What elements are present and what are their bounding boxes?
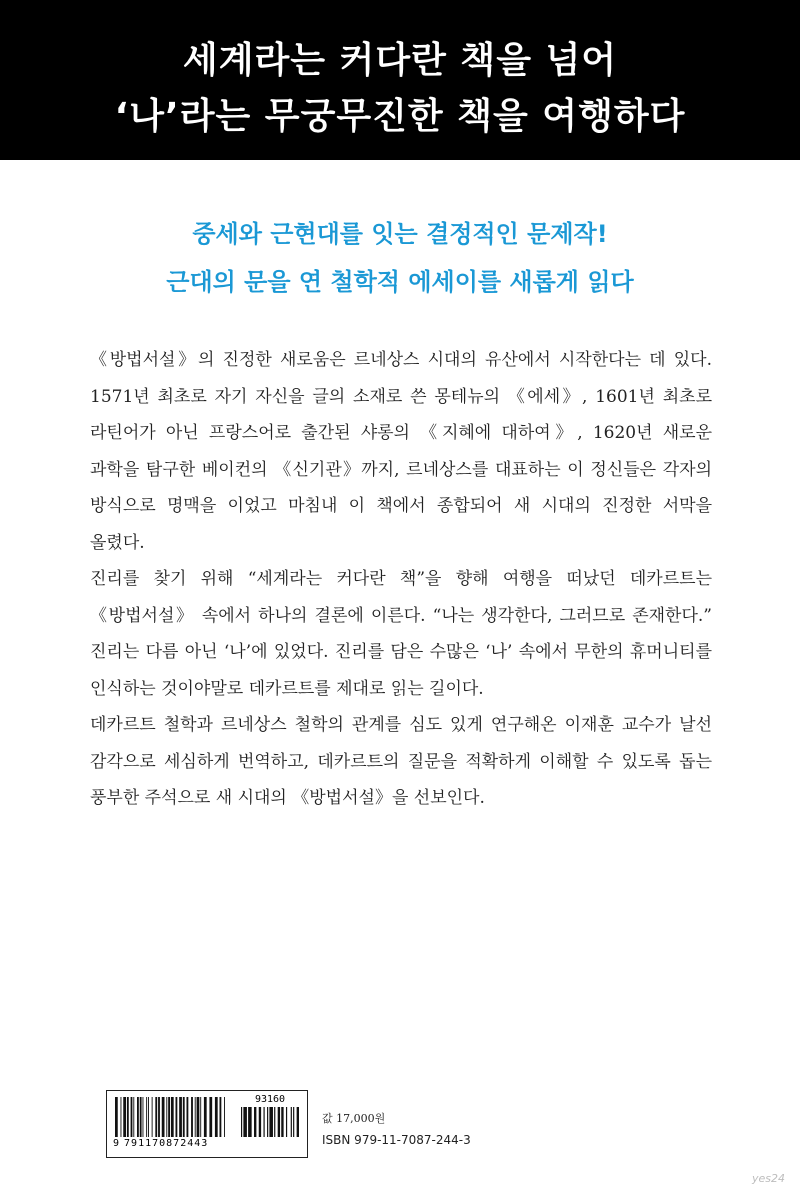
banner-line-1: 세계라는 커다란 책을 넘어	[182, 40, 618, 81]
barcode-bar	[121, 1097, 122, 1137]
barcode-bar	[291, 1107, 292, 1137]
barcode-bar	[297, 1107, 299, 1137]
barcode-bar	[286, 1107, 287, 1137]
barcode-bar	[131, 1097, 133, 1137]
barcode-bar	[123, 1097, 126, 1137]
barcode-bar	[171, 1097, 174, 1137]
barcode-bar	[187, 1097, 189, 1137]
barcode-bar	[137, 1097, 139, 1137]
barcode-bar	[176, 1097, 178, 1137]
body-paragraph-1: 《방법서설》의 진정한 새로움은 르네상스 시대의 유산에서 시작한다는 데 있다. 1571년 최초로 자기 자신을 글의 소재로 쓴 몽테뉴의 《에세》, 1601년 최초로 라틴어가 아닌 프랑스어로 출간된 샤롱의 《지혜에 대하여》, 1620년 새로운 과학을 탐구한 베이컨의 《신기관》까지, 르네상스를 대표하는 이 정신들은 각자의 방식으로 명맥을 이었고 마침내 이 책에서 종합되어 새 시대의 진정한 서막을 올렸다.	[90, 350, 712, 553]
watermark-logo: yes24	[752, 1172, 786, 1185]
barcode-addon-number: 93160	[254, 1094, 286, 1105]
barcode-bar	[115, 1097, 118, 1137]
body-paragraph-2: 진리를 찾기 위해 “세계라는 커다란 책”을 향해 여행을 떠났던 데카르트는 《방법서설》 속에서 하나의 결론에 이른다. “나는 생각한다, 그러므로 존재한다.” 진리는 다름 아닌 ‘나’에 있었다. 진리를 담은 수많은 ‘나’ 속에서 무한의 휴머니티를 인식하는 것이야말로 데카르트를 제대로 읽는 길이다.	[90, 569, 712, 699]
barcode-bar	[183, 1097, 185, 1137]
barcode-bar	[127, 1097, 129, 1137]
price-label: 값 17,000원	[322, 1112, 386, 1125]
subheading-line-1: 중세와 근현대를 잇는 결정적인 문제작!	[192, 220, 608, 248]
barcode-bar	[166, 1097, 167, 1137]
barcode-bar	[146, 1097, 147, 1137]
barcode-bar	[133, 1097, 134, 1137]
barcode-bar	[140, 1097, 142, 1137]
body-text	[90, 342, 712, 817]
barcode-main	[115, 1097, 225, 1137]
barcode-bar	[263, 1107, 264, 1137]
barcode-bar	[148, 1097, 149, 1137]
barcode-bar	[195, 1097, 196, 1137]
barcode-bar	[162, 1097, 165, 1137]
banner-line-2: ‘나’라는 무궁무진한 책을 여행하다	[114, 96, 686, 137]
barcode-bar	[267, 1107, 268, 1137]
barcode-bar	[191, 1097, 193, 1137]
barcode-box	[106, 1090, 308, 1158]
barcode-digits	[113, 1138, 229, 1149]
barcode-bar	[281, 1107, 283, 1137]
barcode-addon	[241, 1107, 299, 1137]
barcode-bar	[143, 1097, 144, 1137]
body-paragraph-3: 데카르트 철학과 르네상스 철학의 관계를 심도 있게 연구해온 이재훈 교수가 날선 감각으로 세심하게 번역하고, 데카르트의 질문을 적확하게 이해할 수 있도록 돕는 풍부한 주석으로 새 시대의 《방법서설》을 선보인다.	[90, 715, 712, 808]
barcode-bar	[254, 1107, 256, 1137]
isbn-label: ISBN 979-11-7087-244-3	[322, 1133, 471, 1147]
barcode-bar	[152, 1097, 153, 1137]
barcode-bar	[259, 1107, 261, 1137]
barcode-bar	[241, 1107, 242, 1137]
barcode-digits-rest: 791170872443	[124, 1138, 209, 1149]
barcode-bar	[220, 1097, 222, 1137]
barcode-bar	[269, 1107, 273, 1137]
barcode-bar	[158, 1097, 160, 1137]
barcode-bar	[209, 1097, 212, 1137]
barcode-bar	[215, 1097, 218, 1137]
barcode-bar	[200, 1097, 201, 1137]
top-banner	[0, 0, 800, 160]
barcode-bar	[274, 1107, 275, 1137]
barcode-digit-first: 9	[113, 1138, 121, 1149]
subheading-line-2: 근대의 문을 연 철학적 에세이를 새롭게 읽다	[166, 268, 634, 296]
barcode-bar	[179, 1097, 182, 1137]
barcode-bar	[248, 1107, 252, 1137]
barcode-bar	[224, 1097, 225, 1137]
barcode-bar	[293, 1107, 294, 1137]
barcode-bar	[204, 1097, 207, 1137]
barcode-bar	[243, 1107, 247, 1137]
barcode-bar	[278, 1107, 280, 1137]
barcode-bar	[168, 1097, 170, 1137]
barcode-bar	[197, 1097, 200, 1137]
barcode-bar	[155, 1097, 157, 1137]
